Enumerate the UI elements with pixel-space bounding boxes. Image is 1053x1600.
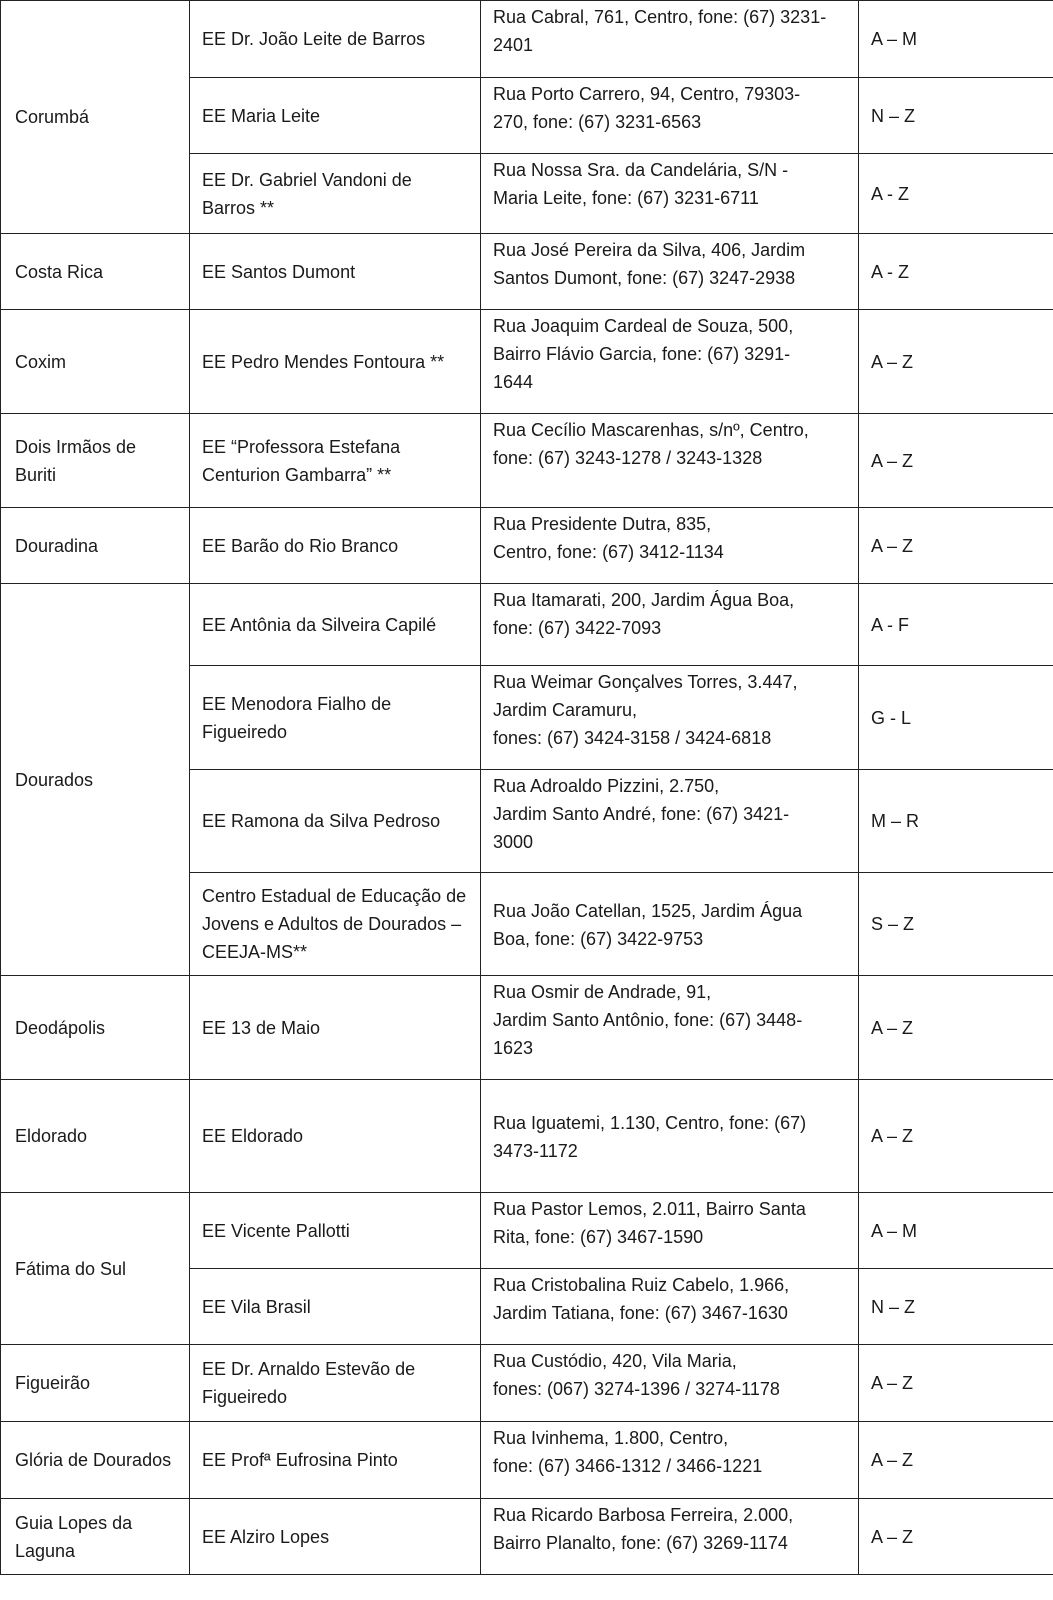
address-line: Rua Porto Carrero, 94, Centro, 79303- — [493, 84, 801, 104]
table-row — [1, 310, 1053, 414]
school-cell: Centro Estadual de Educação de Jovens e Adultos de Dourados – CEEJA-MS** — [190, 873, 481, 976]
table-row — [1, 1080, 1053, 1193]
school-cell: EE Santos Dumont — [190, 234, 481, 310]
address-line: fone: (67) 3466-1312 / 3466-1221 — [493, 1456, 763, 1476]
address-line: Rua José Pereira da Silva, 406, Jardim — [493, 240, 806, 260]
address-line: fones: (067) 3274-1396 / 3274-1178 — [493, 1379, 780, 1399]
address-cell — [481, 1, 859, 78]
address-line: Rua Cabral, 761, Centro, fone: (67) 3231- — [493, 7, 827, 27]
address-cell — [481, 310, 859, 414]
address-cell — [481, 1080, 859, 1193]
city-cell: Fátima do Sul — [1, 1193, 190, 1345]
letter-range-cell: A – Z — [859, 310, 1053, 414]
address-line: Rua Ivinhema, 1.800, Centro, — [493, 1428, 729, 1448]
address-cell — [481, 234, 859, 310]
city-cell: Glória de Dourados — [1, 1422, 190, 1499]
school-cell: EE Antônia da Silveira Capilé — [190, 584, 481, 666]
address-cell — [481, 508, 859, 584]
city-cell: Dourados — [1, 584, 190, 976]
school-cell: EE Dr. Gabriel Vandoni de Barros ** — [190, 154, 481, 234]
address-line: Bairro Planalto, fone: (67) 3269-1174 — [493, 1533, 788, 1553]
school-cell: EE Pedro Mendes Fontoura ** — [190, 310, 481, 414]
address-line: Rua Weimar Gonçalves Torres, 3.447, — [493, 672, 798, 692]
address-cell — [481, 1269, 859, 1345]
address-cell — [481, 1345, 859, 1422]
address-line: Centro, fone: (67) 3412-1134 — [493, 542, 724, 562]
table-row — [1, 1422, 1053, 1499]
address-cell — [481, 1422, 859, 1499]
letter-range-cell: A – Z — [859, 1499, 1053, 1575]
address-line: Rua Joaquim Cardeal de Souza, 500, — [493, 316, 794, 336]
address-line: 1644 — [493, 372, 534, 392]
address-cell — [481, 666, 859, 770]
address-line: Jardim Tatiana, fone: (67) 3467-1630 — [493, 1303, 788, 1323]
table-row — [1, 1499, 1053, 1575]
school-cell: EE Dr. João Leite de Barros — [190, 1, 481, 78]
letter-range-cell: A – Z — [859, 414, 1053, 508]
address-line: Rua Ricardo Barbosa Ferreira, 2.000, — [493, 1505, 794, 1525]
address-cell — [481, 976, 859, 1080]
address-line: Rua Nossa Sra. da Candelária, S/N - — [493, 160, 789, 180]
letter-range-cell: A – Z — [859, 1345, 1053, 1422]
address-line: fones: (67) 3424-3158 / 3424-6818 — [493, 728, 772, 748]
address-line: fone: (67) 3422-7093 — [493, 618, 662, 638]
school-cell: EE “Professora Estefana Centurion Gambarra” ** — [190, 414, 481, 508]
school-cell: EE Vila Brasil — [190, 1269, 481, 1345]
school-cell: EE Dr. Arnaldo Estevão de Figueiredo — [190, 1345, 481, 1422]
table-row — [1, 508, 1053, 584]
address-line: Rita, fone: (67) 3467-1590 — [493, 1227, 704, 1247]
city-cell: Eldorado — [1, 1080, 190, 1193]
letter-range-cell: A – M — [859, 1, 1053, 78]
address-line: Jardim Caramuru, — [493, 700, 638, 720]
address-line: Rua Cristobalina Ruiz Cabelo, 1.966, — [493, 1275, 790, 1295]
table-row — [1, 234, 1053, 310]
address-line: Boa, fone: (67) 3422-9753 — [493, 929, 704, 949]
address-line: Rua Itamarati, 200, Jardim Água Boa, — [493, 590, 795, 610]
address-line: Rua Pastor Lemos, 2.011, Bairro Santa — [493, 1199, 806, 1219]
school-cell: EE Profª Eufrosina Pinto — [190, 1422, 481, 1499]
letter-range-cell: A – Z — [859, 1080, 1053, 1193]
address-line: Bairro Flávio Garcia, fone: (67) 3291- — [493, 344, 791, 364]
school-cell: EE Maria Leite — [190, 78, 481, 154]
city-cell: Deodápolis — [1, 976, 190, 1080]
letter-range-cell: A – Z — [859, 1422, 1053, 1499]
table-row — [1, 1345, 1053, 1422]
letter-range-cell: S – Z — [859, 873, 1053, 976]
letter-range-cell: A - Z — [859, 154, 1053, 234]
address-cell — [481, 1193, 859, 1269]
table-row — [1, 1, 1053, 78]
school-cell: EE Eldorado — [190, 1080, 481, 1193]
city-cell: Costa Rica — [1, 234, 190, 310]
address-line: 1623 — [493, 1038, 534, 1058]
city-cell: Douradina — [1, 508, 190, 584]
address-line: Rua Osmir de Andrade, 91, — [493, 982, 712, 1002]
city-cell: Guia Lopes da Laguna — [1, 1499, 190, 1575]
address-line: Santos Dumont, fone: (67) 3247-2938 — [493, 268, 796, 288]
address-cell — [481, 414, 859, 508]
letter-range-cell: A - F — [859, 584, 1053, 666]
address-cell — [481, 78, 859, 154]
letter-range-cell: N – Z — [859, 1269, 1053, 1345]
letter-range-cell: A – Z — [859, 508, 1053, 584]
school-cell: EE Barão do Rio Branco — [190, 508, 481, 584]
school-cell: EE Alziro Lopes — [190, 1499, 481, 1575]
school-cell: EE Menodora Fialho de Figueiredo — [190, 666, 481, 770]
address-line: 270, fone: (67) 3231-6563 — [493, 112, 702, 132]
address-cell — [481, 1499, 859, 1575]
letter-range-cell: A – M — [859, 1193, 1053, 1269]
table-row — [1, 1193, 1053, 1269]
letter-range-cell: N – Z — [859, 78, 1053, 154]
address-line: 3000 — [493, 832, 534, 852]
address-line: Rua Iguatemi, 1.130, Centro, fone: (67) — [493, 1113, 807, 1133]
address-cell — [481, 584, 859, 666]
address-cell — [481, 770, 859, 873]
school-cell: EE 13 de Maio — [190, 976, 481, 1080]
address-line: Rua Presidente Dutra, 835, — [493, 514, 712, 534]
address-line: Maria Leite, fone: (67) 3231-6711 — [493, 188, 759, 208]
city-cell: Coxim — [1, 310, 190, 414]
city-cell: Corumbá — [1, 1, 190, 234]
address-line: Rua Custódio, 420, Vila Maria, — [493, 1351, 737, 1371]
school-cell: EE Vicente Pallotti — [190, 1193, 481, 1269]
city-cell: Figueirão — [1, 1345, 190, 1422]
address-line: Rua Adroaldo Pizzini, 2.750, — [493, 776, 720, 796]
letter-range-cell: A – Z — [859, 976, 1053, 1080]
table-row — [1, 414, 1053, 508]
address-cell — [481, 154, 859, 234]
address-line: Jardim Santo André, fone: (67) 3421- — [493, 804, 790, 824]
school-cell: EE Ramona da Silva Pedroso — [190, 770, 481, 873]
address-line: fone: (67) 3243-1278 / 3243-1328 — [493, 448, 763, 468]
letter-range-cell: M – R — [859, 770, 1053, 873]
letter-range-cell: A - Z — [859, 234, 1053, 310]
address-line: Jardim Santo Antônio, fone: (67) 3448- — [493, 1010, 803, 1030]
address-cell — [481, 873, 859, 976]
table-row — [1, 976, 1053, 1080]
letter-range-cell: G - L — [859, 666, 1053, 770]
address-line: 2401 — [493, 35, 534, 55]
address-line: Rua João Catellan, 1525, Jardim Água — [493, 901, 803, 921]
address-line: 3473-1172 — [493, 1141, 578, 1161]
city-cell: Dois Irmãos de Buriti — [1, 414, 190, 508]
table-row — [1, 584, 1053, 666]
address-line: Rua Cecílio Mascarenhas, s/nº, Centro, — [493, 420, 809, 440]
